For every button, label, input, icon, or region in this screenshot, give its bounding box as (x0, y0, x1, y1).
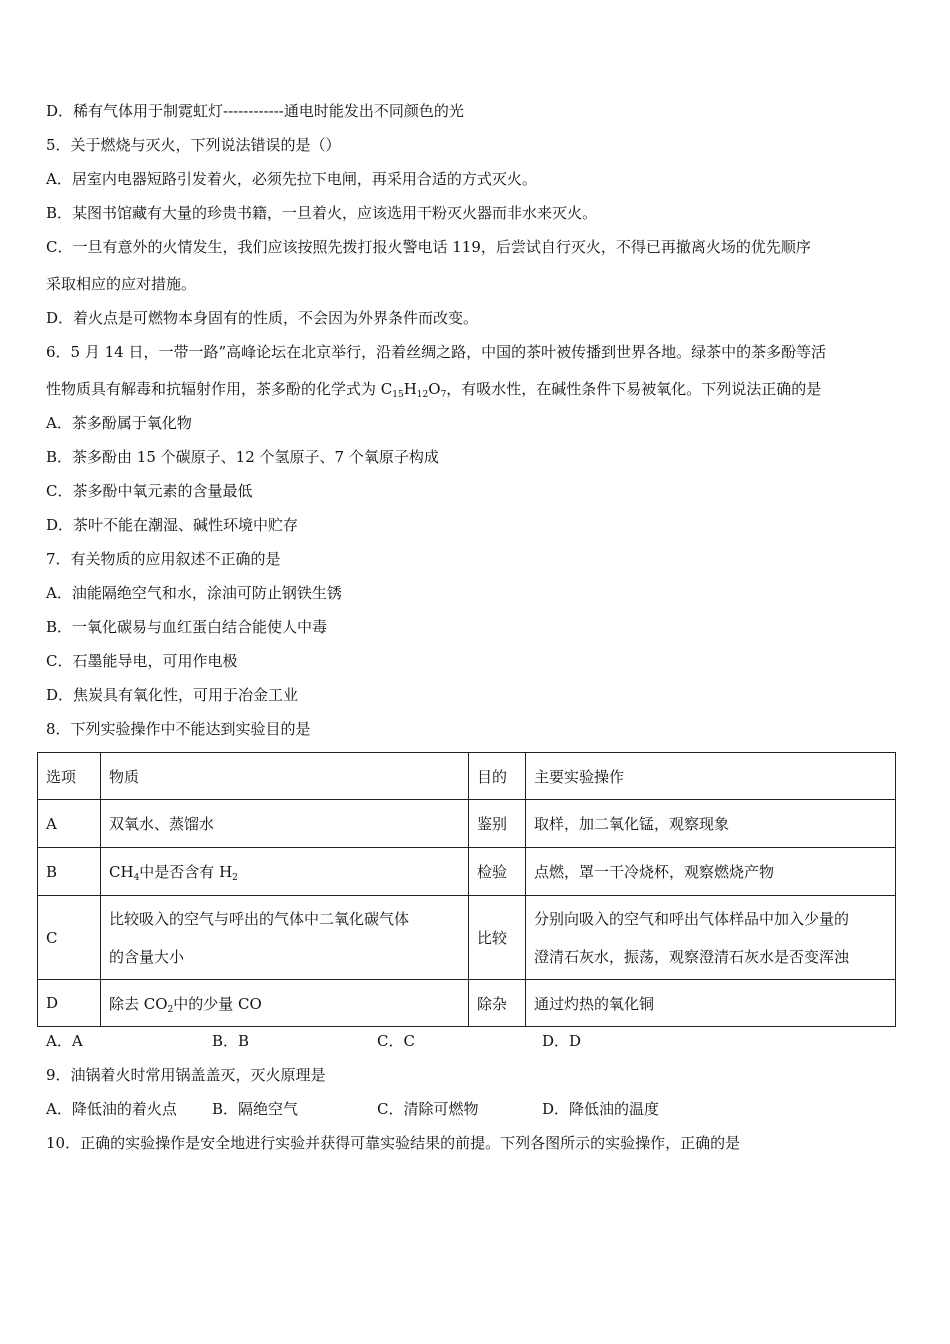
row-d-purpose: 除杂 (469, 980, 526, 1027)
question-6-stem-line1: 6．5 月 14 日，一带一路”高峰论坛在北京举行，沿着丝绸之路，中国的茶叶被传播到世界各地。绿茶中的茶多酚等活 (46, 343, 827, 361)
header-purpose: 目的 (469, 753, 526, 800)
q6-sub-15: 15 (392, 390, 404, 400)
q6-sub-12: 12 (416, 390, 429, 400)
row-b-operation: 点燃，罩一干冷烧杯，观察燃烧产物 (526, 848, 896, 896)
row-b-m1: CH (109, 863, 134, 881)
question-7-option-c: C．石墨能导电，可用作电极 (46, 652, 238, 670)
row-d-m1: 除去 CO (109, 994, 168, 1013)
header-substance: 物质 (101, 753, 469, 800)
row-c-purpose: 比较 (469, 896, 526, 980)
question-9-option-c: C．清除可燃物 (377, 1100, 479, 1118)
q6-text-d: ，有吸水性，在碱性条件下易被氧化。下列说法正确的是 (446, 380, 822, 398)
row-a-operation: 取样，加二氧化锰，观察现象 (526, 800, 896, 848)
row-c-operation (526, 896, 896, 980)
question-7-option-a: A．油能隔绝空气和水，涂油可防止钢铁生锈 (46, 584, 342, 602)
q6-sub-7: 7 (440, 390, 447, 400)
row-b-purpose: 检验 (469, 848, 526, 896)
table-header-row (38, 753, 896, 800)
row-d-option: D (38, 980, 101, 1027)
table-row (38, 896, 896, 980)
row-d-s1: 2 (167, 1004, 174, 1015)
question-6-option-b: B．茶多酚由 15 个碳原子、12 个氢原子、7 个氧原子构成 (46, 448, 439, 466)
row-b-m2: 中是否含有 H (139, 863, 233, 881)
question-4-option-d: D．稀有气体用于制霓虹灯------------通电时能发出不同颜色的光 (46, 102, 464, 120)
row-a-option: A (38, 800, 101, 848)
question-9-option-b: B．隔绝空气 (212, 1100, 299, 1118)
question-5-stem: 5．关于燃烧与灭火，下列说法错误的是（） (46, 136, 341, 154)
question-5-option-b: B．某图书馆藏有大量的珍贵书籍，一旦着火，应该选用干粉灭火器而非水来灭火。 (46, 204, 598, 222)
row-c-op2: 澄清石灰水，振荡，观察澄清石灰水是否变浑浊 (534, 947, 850, 966)
question-8-stem: 8．下列实验操作中不能达到实验目的是 (46, 720, 311, 738)
question-5-option-a: A．居室内电器短路引发着火，必须先拉下电闸，再采用合适的方式灭火。 (46, 170, 537, 188)
question-6-stem-line2 (46, 379, 821, 399)
question-9-option-d: D．降低油的温度 (542, 1100, 660, 1118)
row-c-op1: 分别向吸入的空气和呼出气体样品中加入少量的 (534, 909, 850, 928)
row-c-m2: 的含量大小 (109, 947, 185, 966)
question-7-stem: 7．有关物质的应用叙述不正确的是 (46, 550, 281, 568)
question-6-option-d: D．茶叶不能在潮湿、碱性环境中贮存 (46, 516, 299, 534)
row-b-s1: 4 (133, 873, 140, 883)
question-5-option-c-line2: 采取相应的应对措施。 (46, 275, 197, 293)
row-b-substance (101, 848, 469, 896)
experiment-table (37, 752, 896, 1027)
table-row (38, 800, 896, 848)
question-8-option-c: C．C (377, 1032, 415, 1050)
row-c-m1: 比较吸入的空气与呼出的气体中二氧化碳气体 (109, 909, 410, 928)
question-8-option-b: B．B (212, 1032, 250, 1050)
row-d-operation: 通过灼热的氧化铜 (526, 980, 896, 1027)
question-8-option-d: D．D (542, 1032, 582, 1050)
row-a-substance: 双氧水、蒸馏水 (101, 800, 469, 848)
question-6-option-c: C．茶多酚中氧元素的含量最低 (46, 482, 253, 500)
question-6-option-a: A．茶多酚属于氧化物 (46, 414, 192, 432)
q6-text-a: 性物质具有解毒和抗辐射作用，茶多酚的化学式为 C (46, 380, 393, 398)
question-9-option-a: A．降低油的着火点 (46, 1100, 177, 1118)
row-a-purpose: 鉴别 (469, 800, 526, 848)
row-c-option: C (38, 896, 101, 980)
question-9-stem: 9．油锅着火时常用锅盖盖灭，灭火原理是 (46, 1066, 326, 1084)
question-7-option-d: D．焦炭具有氧化性，可用于冶金工业 (46, 686, 299, 704)
question-5-option-c-line1: C．一旦有意外的火情发生，我们应该按照先拨打报火警电话 119，后尝试自行灭火，不得已再撤离火场的优先顺序 (46, 238, 811, 256)
q6-text-c: O (428, 380, 441, 398)
question-5-option-d: D．着火点是可燃物本身固有的性质，不会因为外界条件而改变。 (46, 309, 479, 327)
header-option: 选项 (38, 753, 101, 800)
question-7-option-b: B．一氧化碳易与血红蛋白结合能使人中毒 (46, 618, 328, 636)
table-row (38, 980, 896, 1027)
row-b-s2: 2 (232, 873, 238, 883)
row-b-option: B (38, 848, 101, 896)
table-row (38, 848, 896, 896)
row-d-substance (101, 980, 469, 1027)
q6-text-b: H (403, 380, 417, 398)
question-8-option-a: A．A (46, 1032, 83, 1050)
row-c-substance (101, 896, 469, 980)
question-10-stem: 10．正确的实验操作是安全地进行实验并获得可靠实验结果的前提。下列各图所示的实验操作，正确的是 (46, 1134, 741, 1152)
row-d-m2: 中的少量 CO (173, 994, 262, 1013)
header-operation: 主要实验操作 (526, 753, 896, 800)
